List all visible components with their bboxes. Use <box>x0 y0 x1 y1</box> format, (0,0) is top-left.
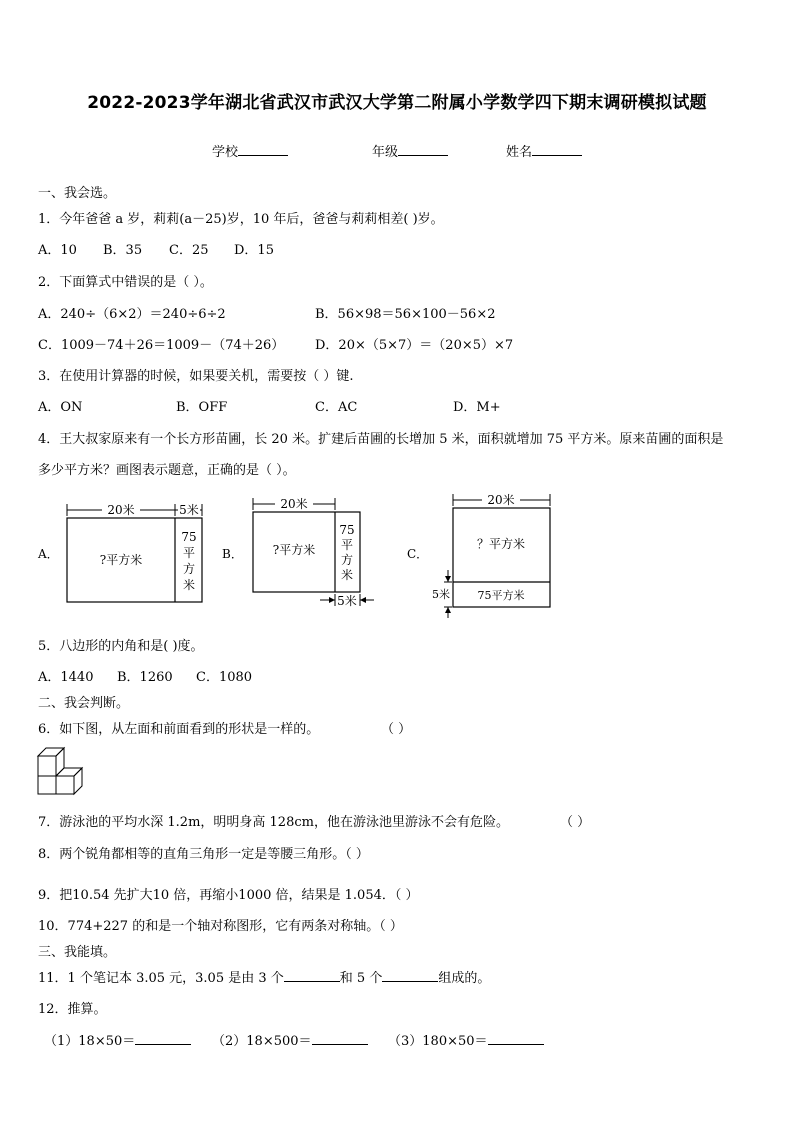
q5-option-a[interactable]: A．1440 <box>38 670 94 685</box>
fig-c-length-20: 20米 <box>487 493 515 507</box>
fig-a-area-ping: 平 <box>182 546 196 560</box>
q4-text-line1: 4．王大叔家原来有一个长方形苗圃，长 20 米。扩建后苗圃的长增加 5 米，面积就增加 75 平方米。原来苗圃的面积是 <box>38 432 724 447</box>
q6-answer-paren[interactable]: （ ） <box>381 722 412 737</box>
q3-text: 3．在使用计算器的时候，如果要关机，需要按（ ）键. <box>38 369 354 384</box>
figure-c <box>432 492 550 618</box>
grade-field[interactable] <box>372 141 448 160</box>
fig-c-length-5: 5米 <box>432 588 450 601</box>
q1-option-a[interactable]: A．10 <box>38 243 77 258</box>
page-title: 2022-2023学年湖北省武汉市武汉大学第二附属小学数学四下期末调研模拟试题 <box>87 93 707 113</box>
fig-a-area-unknown: ?平方米 <box>99 553 143 567</box>
q11-blank-1[interactable] <box>284 968 340 982</box>
q5-option-b[interactable]: B．1260 <box>117 670 173 685</box>
q4-option-c-label[interactable]: C． <box>407 547 429 561</box>
q11-text-a: 11．1 个笔记本 3.05 元，3.05 是由 3 个 <box>38 971 284 986</box>
q3-option-b[interactable]: B．OFF <box>176 400 228 415</box>
q4-option-b-label[interactable]: B． <box>222 547 243 561</box>
q5-text: 5．八边形的内角和是( )度。 <box>38 639 204 654</box>
q11-text-c: 组成的。 <box>438 971 491 986</box>
q12-item-3-blank[interactable] <box>488 1031 544 1045</box>
q7-text: 7．游泳池的平均水深 1.2m，明明身高 128cm，他在游泳池里游泳不会有危险。 <box>38 815 509 830</box>
q11-line <box>38 967 490 986</box>
fig-b-length-5: 5米 <box>337 594 357 608</box>
q10-text: 10．774+227 的和是一个轴对称图形，它有两条对称轴。（ ） <box>38 919 403 934</box>
q12-item-1-blank[interactable] <box>135 1031 191 1045</box>
grade-blank[interactable] <box>398 142 448 156</box>
fig-a-area-fang: 方 <box>182 562 196 576</box>
fig-b-area-mi: 米 <box>340 568 354 582</box>
q2-option-a[interactable]: A．240÷（6×2）＝240÷6÷2 <box>38 307 226 322</box>
q11-text-b: 和 5 个 <box>339 971 383 986</box>
q1-option-b[interactable]: B．35 <box>103 243 143 258</box>
fig-a-area-75: 75 <box>181 530 197 544</box>
name-label: 姓名 <box>506 145 533 160</box>
fig-b-length-20: 20米 <box>280 497 308 511</box>
q12-text: 12．推算。 <box>38 1002 107 1017</box>
q8-text: 8．两个锐角都相等的直角三角形一定是等腰三角形。（ ） <box>38 847 369 862</box>
fig-b-area-ping: 平 <box>340 538 354 552</box>
q6-text: 6．如下图，从左面和前面看到的形状是一样的。 <box>38 722 320 737</box>
school-field[interactable] <box>212 141 288 160</box>
section-1-heading: 一、我会选。 <box>38 186 117 201</box>
name-field[interactable] <box>506 141 582 160</box>
grade-label: 年级 <box>372 145 399 160</box>
q12-item-1 <box>44 1030 191 1049</box>
q1-option-d[interactable]: D．15 <box>234 243 274 258</box>
q12-item-2-blank[interactable] <box>312 1031 368 1045</box>
q5-option-c[interactable]: C．1080 <box>196 670 253 685</box>
q4-text-line2: 多少平方米？画图表示题意，正确的是（ ）。 <box>38 463 296 478</box>
q12-item-2-text: （2）18×500＝ <box>212 1034 312 1049</box>
q2-option-b[interactable]: B．56×98＝56×100－56×2 <box>315 307 496 322</box>
fig-b-area-unknown: ?平方米 <box>272 543 316 557</box>
fig-c-area-unknown: ？平方米 <box>476 537 526 551</box>
fig-c-area-75: 75平方米 <box>477 589 525 602</box>
q11-blank-2[interactable] <box>382 968 438 982</box>
q12-item-3-text: （3）180×50＝ <box>388 1034 488 1049</box>
school-label: 学校 <box>212 145 239 160</box>
q12-item-3 <box>388 1030 544 1049</box>
q6-cube-figure <box>30 744 96 798</box>
q3-option-c[interactable]: C．AC <box>315 400 358 415</box>
q4-figures <box>0 490 794 620</box>
section-2-heading: 二、我会判断。 <box>38 696 130 711</box>
q1-option-c[interactable]: C．25 <box>169 243 209 258</box>
q12-item-2 <box>212 1030 368 1049</box>
figure-b <box>253 496 374 608</box>
q4-option-a-label[interactable]: A． <box>38 547 59 561</box>
q12-item-1-text: （1）18×50＝ <box>44 1034 136 1049</box>
name-blank[interactable] <box>532 142 582 156</box>
fig-a-length-20: 20米 <box>107 503 135 517</box>
q9-text: 9．把10.54 先扩大10 倍，再缩小1000 倍，结果是 1.054．（ ） <box>38 888 419 903</box>
section-3-heading: 三、我能填。 <box>38 945 117 960</box>
q3-option-d[interactable]: D．M+ <box>453 400 501 415</box>
q2-text: 2．下面算式中错误的是（ ）。 <box>38 275 213 290</box>
fig-b-area-75: 75 <box>339 523 355 537</box>
q1-text: 1．今年爸爸 a 岁，莉莉(a－25)岁，10 年后，爸爸与莉莉相差( )岁。 <box>38 212 444 227</box>
fig-a-length-5: 5米 <box>179 503 199 517</box>
fig-b-area-fang: 方 <box>340 553 354 567</box>
q2-option-c[interactable]: C．1009－74＋26＝1009－（74＋26） <box>38 338 285 353</box>
q3-option-a[interactable]: A．ON <box>38 400 83 415</box>
school-blank[interactable] <box>238 142 288 156</box>
q2-option-d[interactable]: D．20×（5×7）＝（20×5）×7 <box>315 338 514 353</box>
q7-answer-paren[interactable]: （ ） <box>560 815 591 830</box>
fig-a-area-mi: 米 <box>182 578 196 592</box>
figure-a <box>67 502 202 602</box>
